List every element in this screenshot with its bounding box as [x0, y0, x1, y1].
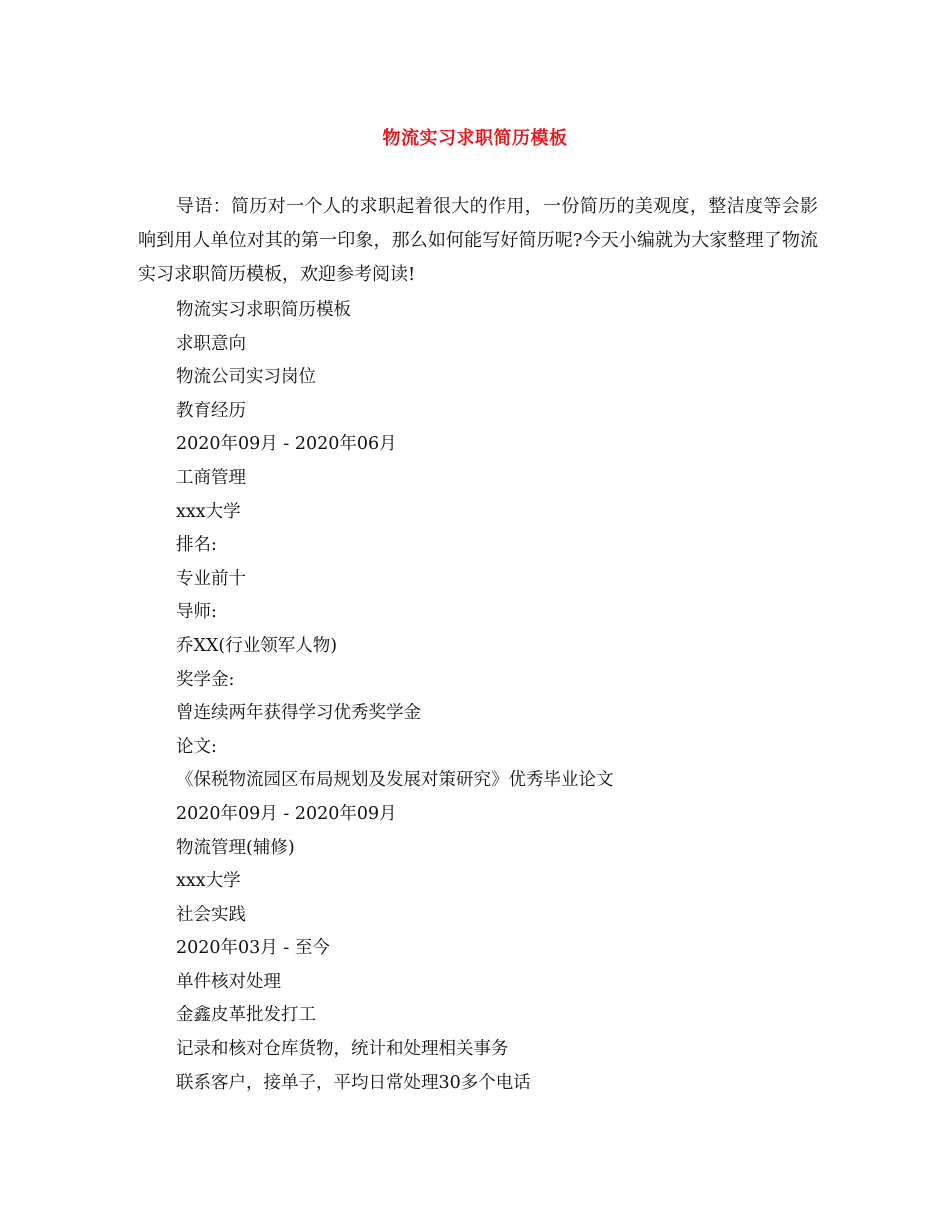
- resume-line: 乔XX(行业领军人物): [176, 635, 338, 656]
- resume-line: 求职意向: [176, 333, 246, 354]
- resume-line: 2020年09月 - 2020年06月: [176, 434, 397, 455]
- intro-paragraph: 导语：简历对一个人的求职起着很大的作用，一份简历的美观度，整洁度等会影响到用人单位对其的第一印象，那么如何能写好简历呢?今天小编就为大家整理了物流实习求职简历模板，欢迎参考阅读!: [138, 196, 818, 285]
- resume-line: 排名:: [176, 535, 217, 556]
- resume-line: 单件核对处理: [176, 971, 281, 992]
- resume-line: 联系客户，接单子，平均日常处理30多个电话: [176, 1072, 531, 1093]
- resume-line: 《保税物流园区布局规划及发展对策研究》优秀毕业论文: [176, 770, 614, 791]
- resume-line: 导师:: [176, 602, 217, 623]
- resume-line: 金鑫皮革批发打工: [176, 1005, 316, 1026]
- resume-line: 专业前十: [176, 568, 246, 589]
- resume-line: 教育经历: [176, 400, 246, 421]
- resume-lines: [176, 294, 816, 1100]
- page-title: 物流实习求职简历模板: [382, 128, 568, 149]
- resume-line: 奖学金:: [176, 669, 235, 690]
- resume-line: 社会实践: [176, 904, 246, 925]
- resume-line: 物流管理(辅修): [176, 837, 295, 858]
- resume-line: 2020年03月 - 至今: [176, 938, 330, 959]
- resume-line: 物流公司实习岗位: [176, 367, 316, 388]
- resume-line: 物流实习求职简历模板: [176, 300, 351, 320]
- resume-line: 曾连续两年获得学习优秀奖学金: [176, 703, 421, 724]
- resume-line: 记录和核对仓库货物，统计和处理相关事务: [176, 1039, 509, 1060]
- resume-line: 论文:: [176, 736, 217, 757]
- resume-line: 工商管理: [176, 467, 246, 488]
- resume-line: xxx大学: [176, 501, 241, 522]
- resume-line: 2020年09月 - 2020年09月: [176, 803, 397, 824]
- resume-line: xxx大学: [176, 871, 241, 892]
